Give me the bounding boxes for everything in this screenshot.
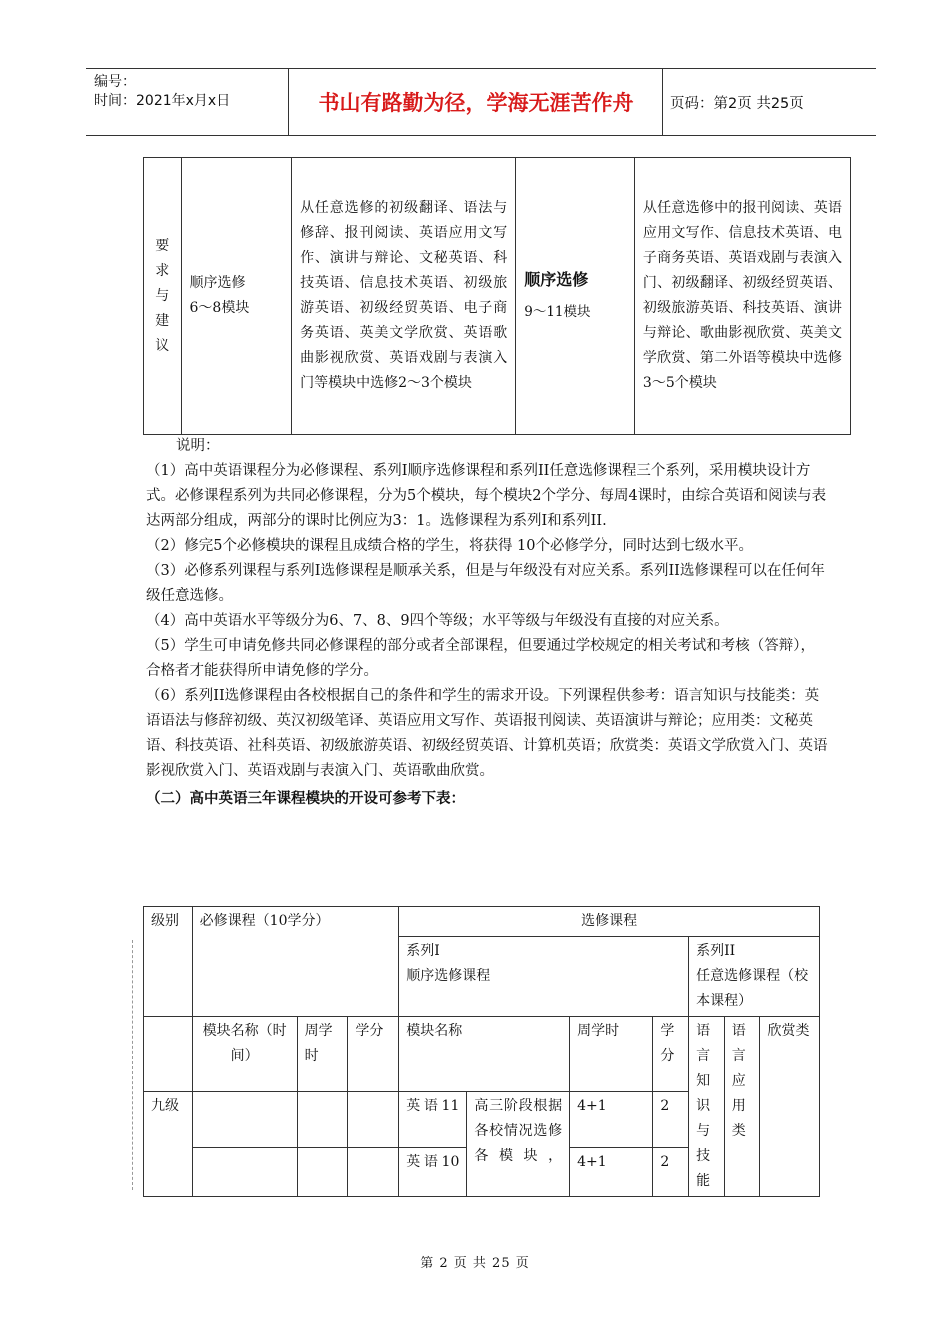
col1-summary: 顺序选修 6～8模块 bbox=[181, 158, 292, 435]
empty-cell bbox=[192, 1148, 297, 1197]
table-row bbox=[144, 907, 820, 937]
required-header: 必修课程（10学分） bbox=[192, 907, 399, 1017]
empty-cell bbox=[348, 1148, 399, 1197]
col2-detail: 从任意选修中的报刊阅读、英语应用文写作、信息技术英语、电子商务英语、英语戏剧与表演入门、初级翻译、初级经贸英语、初级旅游英语、科技英语、演讲与辩论、歌曲影视欣赏、英美文学欣赏、第二外语等模块中选修3～5个模块 bbox=[634, 158, 850, 435]
col2-summary: 顺序选修 9～11模块 bbox=[516, 158, 635, 435]
grade-cell: 九级 bbox=[144, 1092, 193, 1197]
weekly-hours-header: 周学时 bbox=[570, 1017, 653, 1092]
note-item: （2）修完5个必修模块的课程且成绩合格的学生，将获得 10个必修学分，同时达到七级水平。 bbox=[146, 538, 754, 554]
module-cell: 英语10 bbox=[399, 1148, 467, 1197]
header-meta bbox=[94, 73, 230, 111]
weekly-hours-header: 周学时 bbox=[297, 1017, 348, 1092]
empty-cell bbox=[348, 1092, 399, 1148]
note-item: （4）高中英语水平等级分为6、7、8、9四个等级；水平等级与年级没有直接的对应关系。 bbox=[146, 613, 729, 629]
col1-detail: 从任意选修的初级翻译、语法与修辞、报刊阅读、英语应用文写作、演讲与辩论、文秘英语、科技英语、信息技术英语、初级旅游英语、初级经贸英语、电子商务英语、英美文学欣赏、英语歌曲影视欣赏、英语戏剧与表演入门等模块中选修2～3个模块 bbox=[292, 158, 516, 435]
requirements-table bbox=[143, 157, 851, 435]
credits-header: 学分 bbox=[653, 1017, 689, 1092]
module-cell: 英语11 bbox=[399, 1092, 467, 1148]
page-header bbox=[86, 68, 876, 136]
note-item: （5）学生可申请免修共同必修课程的部分或者全部课程，但要通过学校规定的相关考试和考核（答辩），合格者才能获得所申请免修的学分。 bbox=[146, 638, 815, 679]
notes-title: 说明： bbox=[176, 438, 220, 454]
module-name-header: 模块名称 bbox=[399, 1017, 570, 1092]
elective-header: 选修课程 bbox=[399, 907, 820, 937]
crop-mark bbox=[132, 940, 133, 1190]
series1-header: 系列I 顺序选修课程 bbox=[399, 937, 689, 1017]
hours-cell: 4+1 bbox=[570, 1092, 653, 1148]
hours-cell: 4+1 bbox=[570, 1148, 653, 1197]
module-name-time-header: 模块名称（时间） bbox=[192, 1017, 297, 1092]
page-counter: 页码：第2页 共25页 bbox=[670, 95, 804, 112]
empty-cell bbox=[297, 1092, 348, 1148]
category-appreciation: 欣赏类 bbox=[760, 1017, 820, 1197]
empty-cell bbox=[144, 1017, 193, 1092]
series2-header: 系列II 任意选修课程（校本课程） bbox=[689, 937, 820, 1017]
header-motto: 书山有路勤为径，学海无涯苦作舟 bbox=[318, 91, 634, 115]
note-item: （1）高中英语课程分为必修课程、系列I顺序选修课程和系列II任意选修课程三个系列，采用模块设计方式。必修课程系列为共同必修课程，分为5个模块，每个模块2个学分、每周4课时，由综合英语和阅读与表达两部分组成，两部分的课时比例应为3：1。选修课程为系列I和系列II. bbox=[146, 463, 827, 529]
header-divider bbox=[662, 69, 663, 135]
credits-header: 学分 bbox=[348, 1017, 399, 1092]
table-row bbox=[144, 158, 851, 435]
row-label: 要 求 与 建 议 bbox=[144, 158, 182, 435]
grade-header: 级别 bbox=[144, 907, 193, 1017]
section-heading: （二）高中英语三年课程模块的开设可参考下表： bbox=[146, 791, 465, 807]
module-plan-table bbox=[143, 906, 820, 1197]
merged-note: 高三阶段根据各校情况选修各模块， bbox=[467, 1092, 570, 1197]
table-row bbox=[144, 1017, 820, 1092]
page-footer: 第 2 页 共 25 页 bbox=[420, 1256, 530, 1271]
note-item: （3）必修系列课程与系列I选修课程是顺承关系，但是与年级没有对应关系。系列II选修课程可以在任何年级任意选修。 bbox=[146, 563, 825, 604]
category-language: 语言知识与技能 bbox=[689, 1017, 725, 1197]
notes-section bbox=[146, 434, 828, 812]
category-applied: 语言应用类 bbox=[724, 1017, 760, 1197]
credits-cell: 2 bbox=[653, 1092, 689, 1148]
empty-cell bbox=[297, 1148, 348, 1197]
header-divider bbox=[288, 69, 289, 135]
time-label: 时间：2021年x月x日 bbox=[94, 93, 231, 109]
credits-cell: 2 bbox=[653, 1148, 689, 1197]
id-label: 编号： bbox=[94, 74, 136, 90]
empty-cell bbox=[192, 1092, 297, 1148]
note-item: （6）系列II选修课程由各校根据自己的条件和学生的需求开设。下列课程供参考：语言知识与技能类：英语语法与修辞初级、英汉初级笔译、英语应用文写作、英语报刊阅读、英语演讲与辩论；应用类：文秘英语、科技英语、社科英语、初级旅游英语、初级经贸英语、计算机英语；欣赏类：英语文学欣赏入门、英语影视欣赏入门、英语戏剧与表演入门、英语歌曲欣赏。 bbox=[146, 688, 828, 779]
